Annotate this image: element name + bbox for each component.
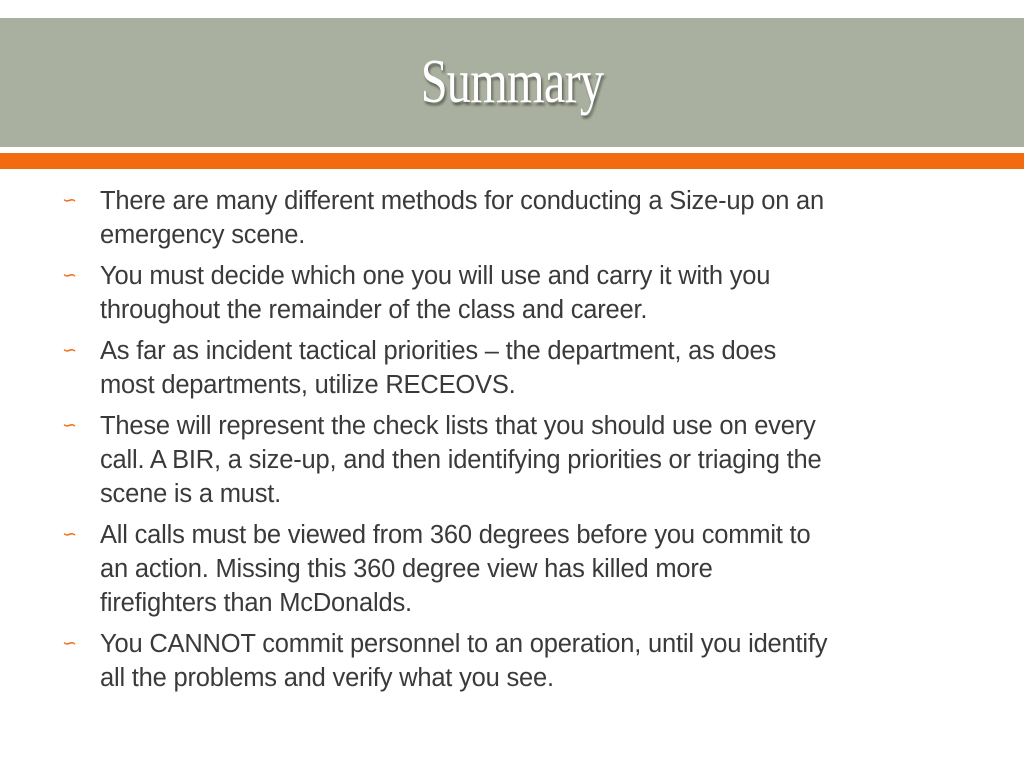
bullet-text-line: most departments, utilize RECEOVS.: [100, 371, 516, 399]
swirl-bullet-icon: ∽: [62, 633, 78, 653]
bullet-text-line: call. A BIR, a size-up, and then identifying priorities or triaging the: [100, 446, 822, 474]
bullet-list: [0, 184, 1024, 702]
bullet-text-line: You CANNOT commit personnel to an operation, until you identify: [100, 630, 828, 658]
bullet-text-line: an action. Missing this 360 degree view has killed more: [100, 555, 713, 583]
bullet-item: [0, 627, 1024, 695]
bullet-item: [0, 184, 1024, 252]
bullet-item: [0, 518, 1024, 620]
slide-title: Summary: [420, 48, 604, 116]
bullet-item: [0, 334, 1024, 402]
bullet-text-line: These will represent the check lists that you should use on every: [100, 412, 816, 440]
bullet-text-line: firefighters than McDonalds.: [100, 589, 412, 617]
bullet-text-line: As far as incident tactical priorities – the department, as does: [100, 337, 777, 365]
bullet-item: [0, 259, 1024, 327]
swirl-bullet-icon: ∽: [62, 190, 78, 210]
swirl-bullet-icon: ∽: [62, 265, 78, 285]
bullet-text-line: scene is a must.: [100, 480, 282, 508]
bullet-text-line: You must decide which one you will use and carry it with you: [100, 262, 771, 290]
bullet-text-line: All calls must be viewed from 360 degrees before you commit to: [100, 521, 811, 549]
bullet-text-line: emergency scene.: [100, 221, 306, 249]
accent-bar: [0, 153, 1024, 169]
swirl-bullet-icon: ∽: [62, 415, 78, 435]
bullet-text-line: throughout the remainder of the class and career.: [100, 296, 648, 324]
bullet-item: [0, 409, 1024, 511]
bullet-text-line: There are many different methods for conducting a Size-up on an: [100, 187, 825, 215]
swirl-bullet-icon: ∽: [62, 340, 78, 360]
swirl-bullet-icon: ∽: [62, 524, 78, 544]
bullet-text-line: all the problems and verify what you see.: [100, 664, 554, 692]
